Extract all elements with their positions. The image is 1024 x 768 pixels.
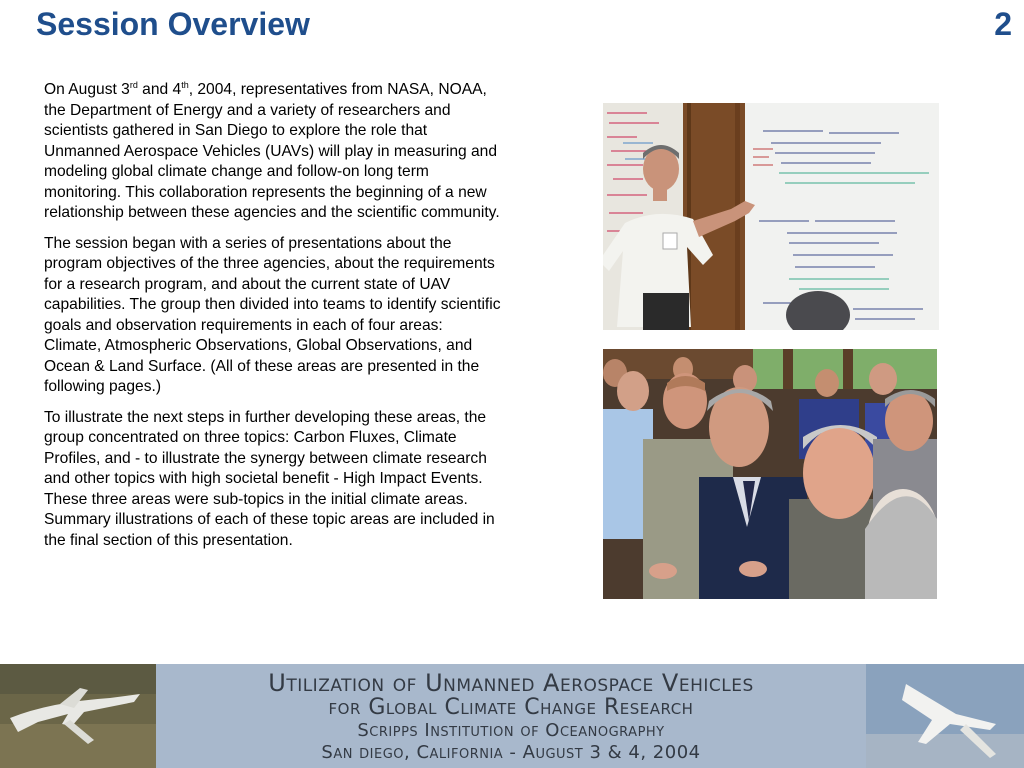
banner-line-2: for Global Climate Change Research	[328, 695, 694, 720]
paragraph-1: On August 3rd and 4th, 2004, representatives from NASA, NOAA, the Department of Energy and a variety of researchers and scientists gathered in San Diego to explore the role that Unmanned Aerospace Vehicles (UAVs) will play in measuring and modeling global climate change and follow-on long term monitoring. This collaboration represents the beginning of a new relationship between these agencies and the scientific community.	[44, 79, 500, 221]
banner-line-3: Scripps Institution of Oceanography	[357, 720, 665, 741]
banner-text	[156, 670, 866, 764]
page-number: 2	[994, 6, 1012, 42]
paragraph-2: The session began with a series of presentations about the program objectives of the three agencies, about the requirements for a research program, and about the current state of UAV capabilities. The group then divided into teams to identify scientific goals and observation requirements in each of four areas: Climate, Atmospheric Observations, Global Observations, and Ocean & Land Surface. (All of these areas are presented in the following pages.)	[44, 234, 501, 395]
body-text	[44, 80, 502, 561]
footer-banner	[0, 664, 1024, 768]
banner-line-4: San diego, California - August 3 & 4, 2004	[321, 742, 701, 763]
uav-photo-right	[866, 664, 1024, 768]
banner-line-1: Utilization of Unmanned Aerospace Vehicles	[268, 669, 754, 697]
presenter-photo	[603, 103, 939, 330]
paragraph-3: To illustrate the next steps in further developing these areas, the group concentrated on three topics: Carbon Fluxes, Climate Profiles, and - to illustrate the synergy between climate research and other topics with high societal benefit - High Impact Events. These three areas were sub-topics in the initial climate areas. Summary illustrations of each of these topic areas are included in the final section of this presentation.	[44, 408, 495, 549]
uav-photo-left	[0, 664, 156, 768]
audience-photo	[603, 349, 937, 599]
slide-title: Session Overview	[36, 6, 310, 42]
